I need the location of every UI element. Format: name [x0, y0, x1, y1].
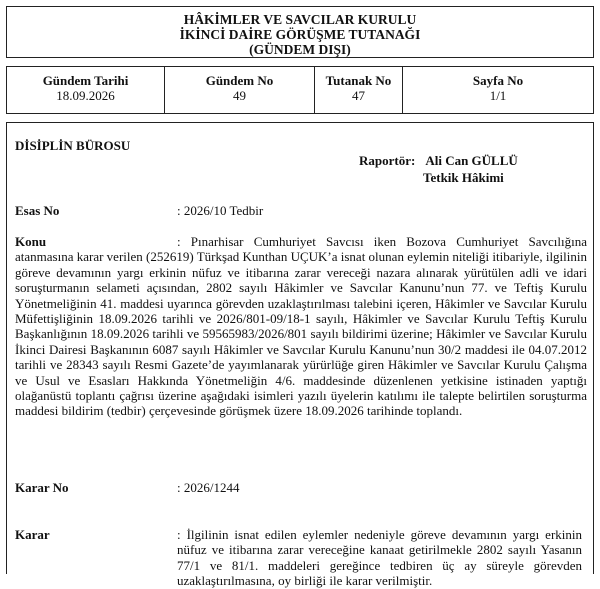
- meta-label: Gündem No: [205, 73, 274, 88]
- karar-label: Karar: [15, 527, 50, 542]
- header-line-3: (GÜNDEM DIŞI): [249, 42, 351, 57]
- meta-value: 1/1: [489, 88, 507, 103]
- meta-label: Tutanak No: [325, 73, 392, 88]
- karar-no-value: : 2026/1244: [177, 480, 240, 495]
- esas-value: : 2026/10 Tedbir: [177, 203, 264, 218]
- meta-table: [6, 66, 594, 114]
- meta-label: Sayfa No: [472, 73, 524, 88]
- header-line-2: İKİNCİ DAİRE GÖRÜŞME TUTANAĞI: [179, 27, 421, 42]
- header-line-1: HÂKİMLER VE SAVCILAR KURULU: [183, 12, 417, 27]
- unit-heading: DİSİPLİN BÜROSU: [15, 138, 131, 153]
- meta-label: Gündem Tarihi: [42, 73, 129, 88]
- esas-label: Esas No: [15, 203, 60, 218]
- konu-paragraph: [15, 234, 587, 419]
- meta-cell-minutes-no: [315, 67, 403, 113]
- meta-cell-agenda-no: [165, 67, 315, 113]
- reporter-label: Raportör:: [359, 153, 416, 168]
- konu-label: Konu: [15, 234, 47, 249]
- karar-text: : İlgilinin isnat edilen eylemler nedeniyle göreve devamının yargı erkinin nüfuz ve itibarına zarar vereceğine kanaat getirilmekle 2802 sayılı Yasanın 77/1 ve 81/1. maddeleri gereğince tedbiren üç ay süreyle görevden uzaklaştırılmasına, oy birliği ile karar verilmiştir.: [177, 527, 582, 589]
- reporter-line: [359, 153, 518, 169]
- meta-cell-agenda-date: [7, 67, 165, 113]
- karar-no-label: Karar No: [15, 480, 69, 495]
- meta-value: 47: [352, 88, 365, 103]
- document-body: [6, 122, 594, 589]
- document-header: [6, 6, 594, 58]
- meta-value: 18.09.2026: [56, 88, 115, 103]
- meta-value: 49: [233, 88, 246, 103]
- meta-cell-page-no: [403, 67, 593, 113]
- reporter-name: Ali Can GÜLLÜ: [425, 153, 518, 168]
- reporter-title: Tetkik Hâkimi: [423, 170, 504, 185]
- konu-text: : Pınarhisar Cumhuriyet Savcısı iken Bozova Cumhuriyet Savcılığına atanmasına karar verilen (252619) Türkşad Kunthan UÇUK’a isnat olunan eylemin niteliği itibariyle, ilgilinin göreve devamının yargı erkinin nüfuz ve itibarına zarar vereceği nazara alınarak yürütülen adli ve idari soruşturmanın selameti açısından, 2802 sayılı Hâkimler ve Savcılar Kanunu’nun 77. ve Teftiş Kurulu Yönetmeliğinin 41. maddesi uyarınca görevden uzaklaştırılması talebini içeren, Hâkimler ve Savcılar Kurulu Müfettişliğinin 18.09.2026 tarihli ve 2026/801-09/18-1 sayılı, Hâkimler ve Savcılar Kurulu Teftiş Kurulu Başkanlığının 18.09.2026 tarihli ve 59565983/2026/801 sayılı bildirimi üzerine; Hâkimler ve Savcılar Kurulu İkinci Dairesi Başkanının 6087 sayılı Hâkimler ve Savcılar Kurulu Kanunu’nun 30/2 maddesi ile 04.07.2012 tarihli ve 28343 sayılı Resmi Gazete’de yayımlanarak yürürlüğe giren Hâkimler ve Savcılar Kurulu Çalışma ve Usul ve Esasları Hakkında Yönetmeliğin 4/6. maddesinde düzenlenen yetkisine istinaden yaptığı olağanüstü toplantı çağrısı üzerine aşağıdaki isimleri yazılı üyelerin katılımı ile talepte belirtilen soruşturma maddesi bildirim (tedbir) çerçevesinde görüşmek üzere 18.09.2026 tarihinde toplandı.: [15, 234, 587, 419]
